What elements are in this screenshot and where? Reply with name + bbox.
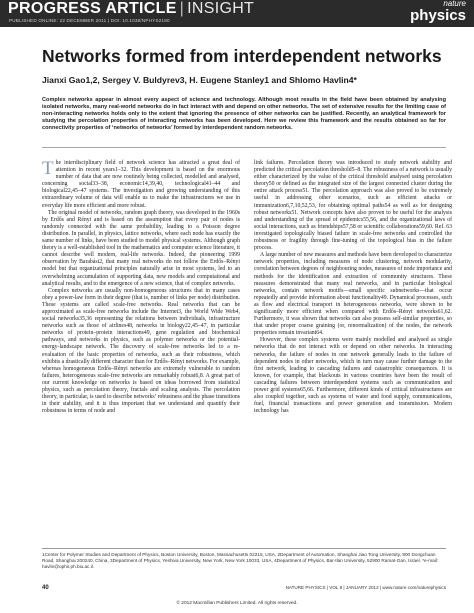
paragraph: However, these complex systems were mainly modelled and analysed as single networks that do not interact with or depend on other networks. In interacting networks, the failure of nodes in one network generally leads to the failure of dependent nodes in other networks, which in turn may cause further damage to the first network, leading to cascading failures and catastrophic consequences. It is known, for example, that blackouts in various countries have been the result of cascading failures between interdependent systems such as communication and power grid systems65,66. Furthermore, different kinds of critical infrastructures are also coupled together, such as systems of water and food supply, communications, fuel, financial transactions and power generation and transmission. Modern technology has bbox=[254, 337, 452, 415]
abstract-divider bbox=[42, 147, 446, 148]
subsection-label: INSIGHT bbox=[187, 0, 255, 17]
abstract: Complex networks appear in almost every aspect of science and technology. Although most results in the field have been obtained by analysing isolated networks, many real-world networks do in fact interact with and depend on other networks. The set of extensive results for the limiting case of non-interacting networks holds only to the extent that ignoring the presence of other networks can be justified. Recently, an analytical framework for studying the percolation properties of interacting networks has been developed. Here we review this framework and the results obtained so far for connectivity properties of ‘networks of networks’ formed by interdependent random networks. bbox=[42, 97, 446, 131]
section-separator: | bbox=[179, 0, 185, 17]
paragraph bbox=[42, 160, 240, 210]
paragraph: A large number of new measures and methods have been developed to characterize network properties, including measures of node clustering, network modularity, correlation between degrees of neighbouring nodes, measures of node importance and methods for the identification and extraction of community structures. These measures demonstrated that many real networks, and in particular biological networks, contain network motifs—small specific subnetworks—that occur repeatedly and provide information about functionality49. Dynamical processes, such as flow and electrical transport in heterogeneous networks, were shown to be significantly more efficient when compared with Erdős–Rényi networks61,62. Furthermore, it was shown that networks can also possess self-similar properties, so that under proper coarse graining (or, renormalization) of the nodes, the network properties remain invariant64. bbox=[254, 252, 452, 337]
header-banner bbox=[0, 0, 474, 27]
article-title: Networks formed from interdependent networks bbox=[42, 46, 442, 66]
publication-meta: PUBLISHED ONLINE: 22 DECEMBER 2011 | DOI: 10.1038/NPHYS2180 bbox=[9, 18, 170, 23]
journal-footer: NATURE PHYSICS | VOL 8 | JANUARY 2012 | www.nature.com/naturephysics bbox=[285, 585, 446, 590]
logo-nature: nature bbox=[443, 0, 466, 8]
paragraph: The original model of networks, random graph theory, was developed in the 1960s by Erdős and Rényi and is based on the assumption that every pair of nodes is randomly connected with the same probability, leading to a Poisson degree distribution. In parallel, in physics, lattice networks, where each node has exactly the same number of links, have been studied to model physical systems. Although graph theory is a well-established tool in the mathematics and computer science literature, it cannot describe well modern, real-life networks. Indeed, the pioneering 1999 observation by Barabási2, that many real networks do not follow the Erdős–Rényi model but that organizational principles naturally arise in most systems, led to an overwhelming accumulation of supporting data, new models and computational and analytical results, and to the emergence of a new science, that of complex networks. bbox=[42, 209, 240, 287]
section-label: PROGRESS ARTICLE bbox=[8, 0, 177, 17]
drop-cap: T bbox=[42, 158, 54, 179]
paragraph-text: he interdisciplinary field of network science has attracted a great deal of attention in recent years1–32. This development is based on the enormous number of data that are now routinely being collected, modelled and analysed, concerning social33–38, economic14,39,40, technological41–44 and biological22,45–47 systems. The investigation and growing understanding of this extraordinary volume of data will enable us to make the infrastructures we use in everyday life more efficient and more robust. bbox=[42, 160, 240, 209]
body-column-left bbox=[42, 160, 240, 415]
affiliations-footnote: 1Center for Polymer Studies and Department of Physics, Boston University, Boston, Massachusetts 02215, USA, 2Department of Automation, Shanghai Jiao Tong University, 800 Dongchuan Road, Shanghai 200240, China, 3Department of Physics, Yeshiva University, New York, New York 10033, USA, 4Department of Physics, Bar-Ilan University, 52900 Ramat-Gan, Israel. *e-mail: havlin@ophir.ph.biu.ac.il. bbox=[42, 548, 446, 570]
section-heading bbox=[8, 0, 254, 18]
paragraph: Complex networks are usually non-homogeneous structures that in many cases obey a power-law form in their degree (that is, number of links per node) distribution. These systems are called scale-free networks. Real networks that can be approximated as scale-free networks include the Internet3, the World Wide Web4, social networks35,36 representing the relations between individuals, infrastructure networks such as those of airlines48, networks in biology22,45–47, in particular networks of protein–protein interactions49, gene regulation and biochemical pathways, and networks in physics, such as polymer networks or the potential-energy-landscape network. The discovery of scale-free networks led to a re-evaluation of the basic properties of networks, such as their robustness, which exhibits a drastically different character than for Erdős–Rényi networks. For example, whereas homogeneous Erdős–Rényi networks are extremely vulnerable to random failures, heterogeneous scale-free networks are remarkably robust6,8. A great part of our current knowledge on networks is based on ideas borrowed from statistical physics, such as percolation theory, fractals and scaling analysis. The percolation theory, in particular, is used to describe networks’ robustness and the phase transitions in their stability, and it is thus important that we understand and quantify their robustness in terms of node and bbox=[42, 287, 240, 415]
body-column-right bbox=[254, 160, 452, 415]
paragraph: link failures. Percolation theory was introduced to study network stability and predicted the critical percolation threshold5–8. The robustness of a network is usually either characterized by the value of the critical threshold analysed using percolation theory50 or defined as the integrated size of the largest connected cluster during the entire attack process51. The percolation approach was also proved to be extremely useful in addressing other scenarios, such as efficient attacks or immunization6,7,10,52,53, for obtaining optimal paths54 as well as for designing robust networks51. Network concepts have also proven to be useful for the analysis and understanding of the spread of epidemics55,56, and the organizational laws of social interactions, such as friendships57,58 or scientific collaborations59,60. Ref. 63 investigated topologically biased failure in scale-free networks and controlled the robustness or fragility through fine-tuning of the topological bias in the failure process. bbox=[254, 160, 452, 252]
page-number: 40 bbox=[42, 585, 49, 591]
copyright-notice: © 2012 Macmillan Publishers Limited. All rights reserved. bbox=[176, 601, 298, 606]
journal-logo bbox=[410, 0, 466, 23]
logo-physics: physics bbox=[410, 7, 466, 24]
author-list: Jianxi Gao1,2, Sergey V. Buldyrev3, H. Eugene Stanley1 and Shlomo Havlin4* bbox=[42, 75, 357, 85]
